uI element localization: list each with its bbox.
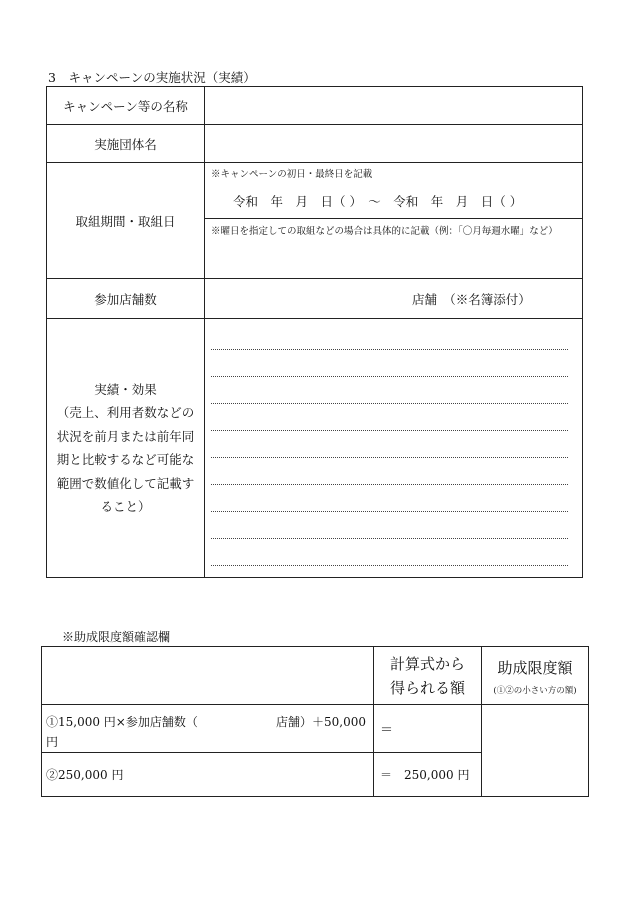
dotted-line xyxy=(211,484,568,485)
result-cell-1[interactable]: ＝ xyxy=(374,705,482,753)
stores-value: 店舗 （※名簿添付） xyxy=(412,291,531,307)
effect-label xyxy=(47,319,205,578)
period-line: 令和 年 月 日（ ） ～ 令和 年 月 日（ ） xyxy=(233,194,523,209)
stores-field[interactable] xyxy=(205,279,583,319)
dotted-line xyxy=(211,403,568,404)
period-divider xyxy=(205,218,582,219)
dotted-line xyxy=(211,457,568,458)
campaign-table xyxy=(46,86,583,578)
limit-header-sub: (①②の小さい方の額) xyxy=(493,685,577,696)
dotted-line xyxy=(211,430,568,431)
dotted-line xyxy=(211,511,568,512)
limit-value-cell[interactable] xyxy=(482,705,589,797)
limit-header-title: 助成限度額 xyxy=(497,658,573,677)
result-cell-2: ＝ 250,000 円 xyxy=(374,753,482,797)
stores-label: 参加店舗数 xyxy=(47,279,205,319)
period-note: ※キャンペーンの初日・最終日を記載 xyxy=(211,169,373,180)
effect-line: 状況を前月または前年同 xyxy=(56,428,195,444)
effect-line: 範囲で数値化して記載す xyxy=(56,475,195,491)
formula-1b: 店舗）＋50,000 xyxy=(276,714,366,729)
group-name-label: 実施団体名 xyxy=(47,125,205,163)
formula-1a: ①15,000 円×参加店舗数（ xyxy=(46,714,198,729)
group-name-field[interactable] xyxy=(205,125,583,163)
campaign-name-label: キャンペーン等の名称 xyxy=(47,87,205,125)
period-field[interactable] xyxy=(205,163,583,279)
effect-line: （売上、利用者数などの xyxy=(56,405,195,420)
calc-header-line: 計算式から xyxy=(389,654,465,673)
formula-cell-1 xyxy=(42,705,374,753)
effect-line: 実績・効果 xyxy=(94,381,157,397)
campaign-name-field[interactable] xyxy=(205,87,583,125)
effect-line: 期と比較するなど可能な xyxy=(56,452,195,467)
formula-1c: 円 xyxy=(46,734,59,749)
effect-line: ること） xyxy=(100,499,151,514)
dotted-line xyxy=(211,538,568,539)
effect-field[interactable] xyxy=(205,319,583,578)
section-title: 3 キャンペーンの実施状況（実績） xyxy=(48,70,256,85)
dotted-line xyxy=(211,376,568,377)
dotted-line xyxy=(211,565,568,566)
limit-header xyxy=(482,647,589,705)
weekday-note: ※曜日を指定しての取組などの場合は具体的に記載（例：「〇月毎週水曜」など） xyxy=(211,226,558,237)
calc-header xyxy=(374,647,482,705)
confirm-title: ※助成限度額確認欄 xyxy=(62,630,171,644)
period-label: 取組期間・取組日 xyxy=(47,163,205,279)
dotted-line xyxy=(211,349,568,350)
limit-table xyxy=(41,646,589,797)
calc-header-line: 得られる額 xyxy=(389,678,465,697)
formula-cell-2: ②250,000 円 xyxy=(42,753,374,797)
header-empty-cell xyxy=(42,647,374,705)
